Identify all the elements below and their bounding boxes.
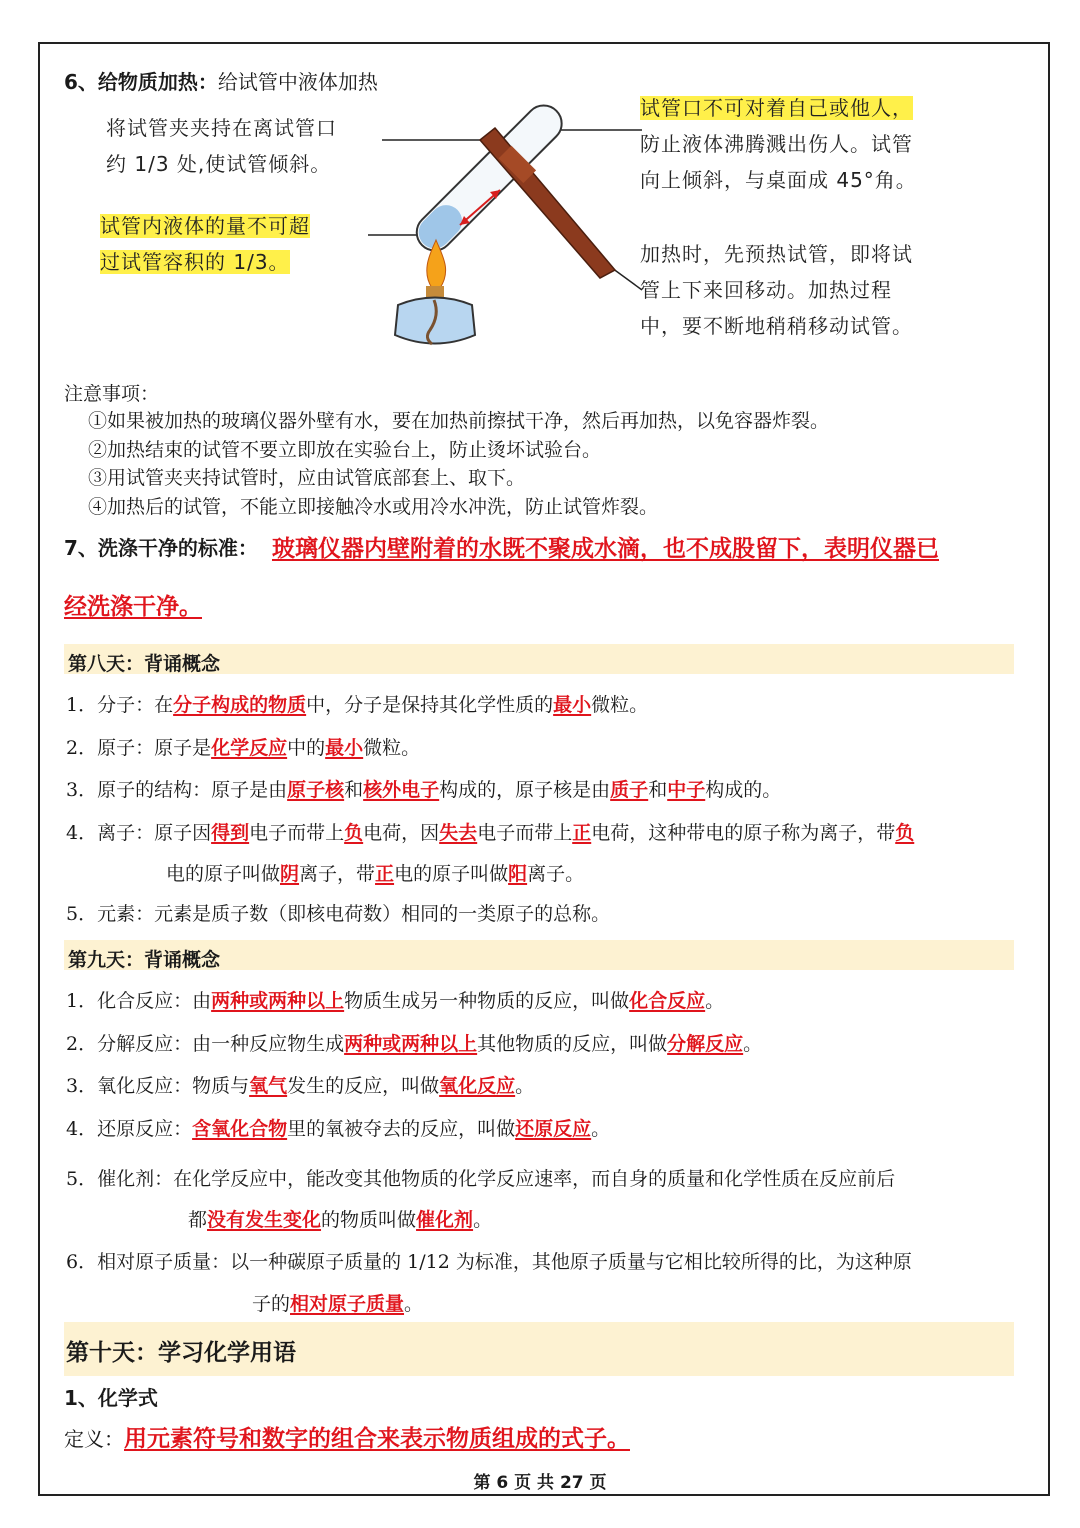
figure-left-text2 [100, 208, 310, 280]
concept-text: 电子而带上 [477, 822, 573, 844]
key-term: 没有发生变化 [207, 1209, 322, 1231]
test-tube [409, 100, 569, 258]
key-term: 阳 [508, 863, 528, 885]
concept-text: 其他物质的反应，叫做 [477, 1033, 668, 1055]
key-term: 最小 [325, 737, 364, 759]
concept-text: 电荷，这种带电的原子称为离子，带 [591, 822, 896, 844]
day10-title: 第十天：学习化学用语 [66, 1340, 296, 1366]
concept-text: 子的 [252, 1293, 291, 1315]
key-term: 负 [895, 822, 915, 844]
note-item: ④加热后的试管，不能立即接触冷水或用冷水冲洗，防止试管炸裂。 [88, 495, 659, 518]
concept-text: 。 [705, 990, 725, 1012]
concept-text: 元素：元素是质子数（即核电荷数）相同的一类原子的总称。 [97, 903, 611, 925]
concept-text: 离子，带 [299, 863, 376, 885]
concept-row [66, 1247, 912, 1274]
concept-text: 和 [344, 779, 364, 801]
concept-text: 。 [404, 1293, 424, 1315]
concept-text: 。 [473, 1209, 493, 1231]
section6-subheading: 给试管中液体加热 [217, 70, 378, 94]
section6-number: 6、 [64, 70, 98, 94]
concept-text: 的物质叫做 [321, 1209, 417, 1231]
figure-right-text2-line3: 中，要不断地稍稍移动试管。 [640, 314, 913, 338]
concept-number: 1． [66, 990, 98, 1012]
key-term: 正 [572, 822, 592, 844]
concept-row [66, 986, 724, 1013]
concept-text: 分子：在 [97, 694, 174, 716]
section6-header [64, 66, 378, 95]
day9-title-band [64, 940, 1014, 970]
key-term: 氧气 [249, 1075, 288, 1097]
concept-number: 4． [66, 822, 98, 844]
concept-row [166, 859, 584, 886]
concept-text: 电荷，因 [363, 822, 440, 844]
concept-text: 。 [743, 1033, 763, 1055]
figure-right-text1 [640, 90, 917, 198]
key-term: 含氧化合物 [192, 1118, 288, 1140]
note-item: ③用试管夹夹持试管时，应由试管底部套上、取下。 [88, 467, 526, 489]
concept-text: 构成的，原子核是由 [439, 779, 611, 801]
figure-right-text1-line2: 防止液体沸腾溅出伤人。试管 [640, 132, 913, 156]
concept-row [188, 1205, 492, 1232]
definition-label: 定义： [64, 1427, 124, 1451]
concept-row [66, 1071, 534, 1098]
figure-left-text1-line2: 约 1/3 处,使试管倾斜。 [106, 152, 332, 176]
key-term: 分解反应 [667, 1033, 744, 1055]
day8-title: 第八天：背诵概念 [68, 653, 221, 675]
section7-answer-line2: 经洗涤干净。 [64, 593, 202, 620]
concept-text: 还原反应： [97, 1118, 193, 1140]
key-term: 分子构成的物质 [173, 694, 307, 716]
key-term: 还原反应 [515, 1118, 592, 1140]
concept-text: 电的原子叫做 [166, 863, 281, 885]
day9-title: 第九天：背诵概念 [68, 949, 221, 971]
concept-number: 2． [66, 1033, 98, 1055]
concept-text: 相对原子质量：以一种碳原子质量的 1/12 为标准，其他原子质量与它相比较所得的比，为这种原 [97, 1251, 912, 1273]
key-term: 原子核 [287, 779, 345, 801]
concept-text: 中，分子是保持其化学性质的 [306, 694, 554, 716]
concept-text: 里的氧被夺去的反应，叫做 [287, 1118, 516, 1140]
section7-header [64, 532, 258, 561]
concept-text: 中的 [287, 737, 326, 759]
concept-number: 5． [66, 1168, 98, 1190]
concept-row [66, 1164, 895, 1191]
key-term: 两种或两种以上 [344, 1033, 478, 1055]
figure-left-text2-line1: 试管内液体的量不可超 [100, 214, 310, 238]
concept-text: 离子：原子因 [97, 822, 212, 844]
concept-text: 电子而带上 [249, 822, 345, 844]
notes-list [88, 407, 829, 521]
concept-row [66, 775, 781, 802]
concept-row [66, 690, 648, 717]
concept-text: 化合反应：由 [97, 990, 212, 1012]
day8-title-band [64, 644, 1014, 674]
key-term: 最小 [553, 694, 592, 716]
note-item: ②加热结束的试管不要立即放在实验台上，防止烫坏试验台。 [88, 438, 602, 461]
key-term: 中子 [667, 779, 706, 801]
definition-value: 用元素符号和数字的组合来表示物质组成的式子。 [124, 1425, 630, 1452]
concept-number: 3． [66, 779, 98, 801]
key-term: 阴 [280, 863, 300, 885]
concept-text: 都 [188, 1209, 208, 1231]
figure-left-text2-line2: 过试管容积的 1/3。 [100, 250, 290, 274]
concept-row [66, 818, 914, 845]
day10-definition [64, 1420, 630, 1453]
concept-text: 。 [591, 1118, 611, 1140]
key-term: 核外电子 [363, 779, 440, 801]
concept-row [252, 1289, 423, 1316]
figure-right-text2-line1: 加热时，先预热试管，即将试 [640, 242, 913, 266]
concept-text: 分解反应：由一种反应物生成 [97, 1033, 345, 1055]
figure-left-text1-line1: 将试管夹夹持在离试管口 [106, 116, 337, 140]
concept-number: 3． [66, 1075, 98, 1097]
section6-heading: 给物质加热： [97, 70, 218, 94]
key-term: 质子 [610, 779, 649, 801]
key-term: 失去 [439, 822, 478, 844]
concept-number: 2． [66, 737, 98, 759]
section7-heading: 洗涤干净的标准： [97, 536, 258, 560]
concept-text: 物质生成另一种物质的反应，叫做 [344, 990, 630, 1012]
concept-row [66, 733, 420, 760]
concept-text: 微粒。 [363, 737, 421, 759]
note-item: ①如果被加热的玻璃仪器外壁有水，要在加热前擦拭干净，然后再加热，以免容器炸裂。 [88, 410, 830, 432]
figure-right-text1-line3: 向上倾斜，与桌面成 45°角。 [640, 168, 917, 192]
concept-text: 催化剂：在化学反应中，能改变其他物质的化学反应速率，而自身的质量和化学性质在反应前后 [97, 1168, 896, 1190]
concept-text: 原子：原子是 [97, 737, 212, 759]
day10-subheading: 1、化学式 [64, 1386, 158, 1410]
key-term: 得到 [211, 822, 250, 844]
concept-row [66, 1029, 762, 1056]
concept-text: 原子的结构：原子是由 [97, 779, 288, 801]
key-term: 正 [375, 863, 395, 885]
notes-title: 注意事项： [64, 383, 160, 405]
key-term: 相对原子质量 [290, 1293, 405, 1315]
concept-text: 和 [648, 779, 668, 801]
concept-row [66, 1114, 610, 1141]
key-term: 两种或两种以上 [211, 990, 345, 1012]
section7-number: 7、 [64, 536, 98, 560]
key-term: 氧化反应 [439, 1075, 516, 1097]
concept-text: 发生的反应，叫做 [287, 1075, 440, 1097]
figure-right-text1-highlight: 试管口不可对着自己或他人， [640, 96, 913, 120]
key-term: 负 [344, 822, 364, 844]
concept-number: 4． [66, 1118, 98, 1140]
key-term: 催化剂 [416, 1209, 474, 1231]
concept-text: 离子。 [527, 863, 585, 885]
concept-number: 6． [66, 1251, 98, 1273]
concept-text: 微粒。 [591, 694, 649, 716]
section7-answer-line1: 玻璃仪器内壁附着的水既不聚成水滴，也不成股留下，表明仪器已 [272, 535, 939, 562]
key-term: 化合反应 [629, 990, 706, 1012]
page-footer: 第 6 页 共 27 页 [473, 1473, 607, 1493]
concept-number: 5． [66, 903, 98, 925]
test-tube-heating-illustration [360, 100, 650, 360]
figure-left-text1 [106, 110, 337, 182]
day10-title-band [64, 1322, 1014, 1376]
concept-text: 。 [515, 1075, 535, 1097]
test-tube-clamp [480, 128, 615, 278]
concept-text: 构成的。 [705, 779, 782, 801]
figure-right-text2 [640, 236, 913, 344]
concept-number: 1． [66, 694, 98, 716]
concept-text: 电的原子叫做 [394, 863, 509, 885]
concept-text: 氧化反应：物质与 [97, 1075, 250, 1097]
figure-right-text2-line2: 管上下来回移动。加热过程 [640, 278, 892, 302]
concept-row [66, 899, 610, 926]
key-term: 化学反应 [211, 737, 288, 759]
